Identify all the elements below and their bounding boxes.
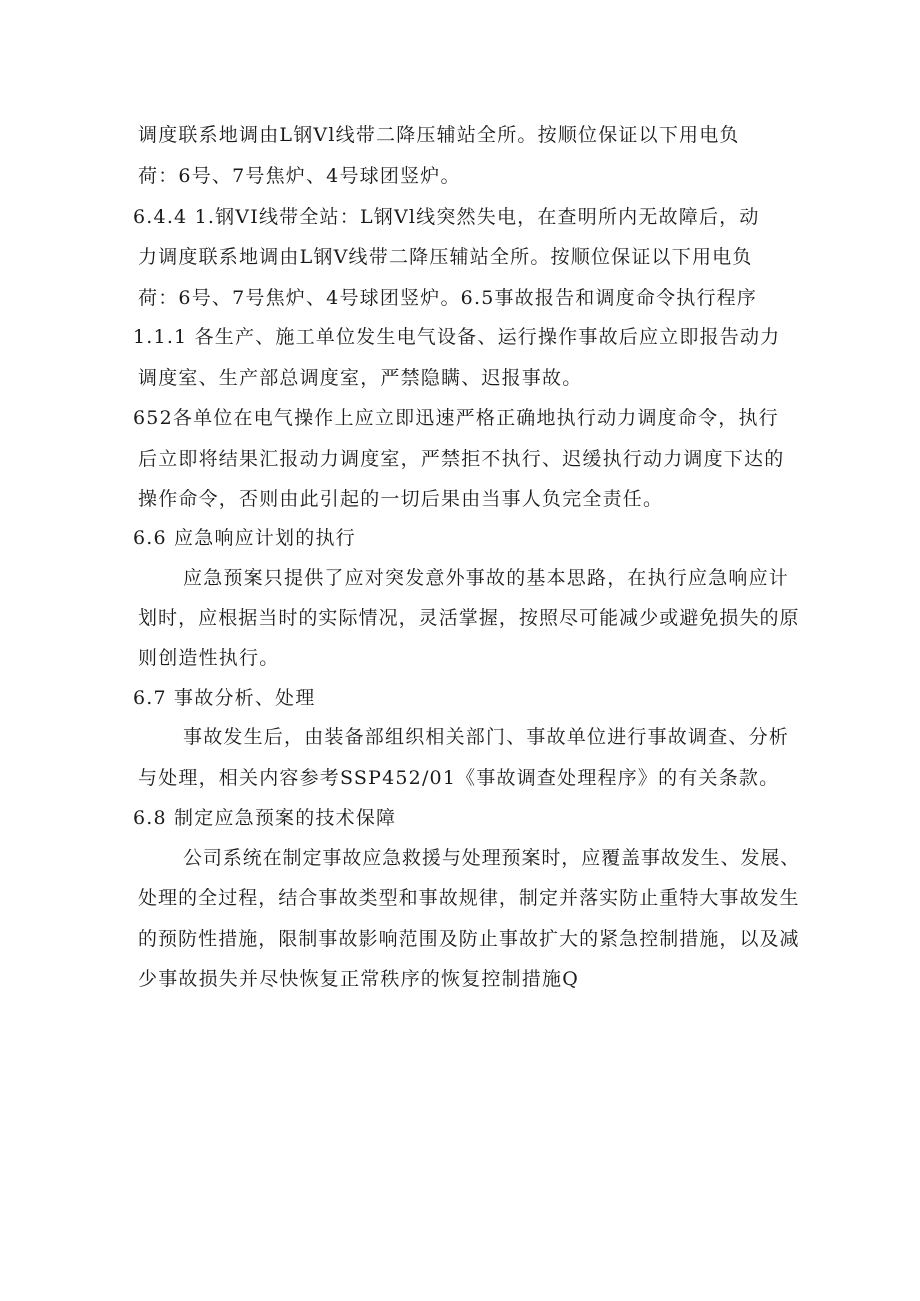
section-heading-6-7: 6.7 事故分析、处理 — [133, 687, 316, 709]
body-text-line: 操作命令，否则由此引起的一切后果由当事人负完全责任。 — [138, 488, 664, 510]
body-text-line: 调度联系地调由L钢Vl线带二降压辅站全所。按顺位保证以下用电负 — [138, 124, 740, 146]
body-text-line: 荷：6号、7号焦炉、4号球团竖炉。 — [138, 165, 461, 187]
section-heading-6-6: 6.6 应急响应计划的执行 — [133, 527, 356, 549]
section-6-4-4-line: 6.4.4 1.钢VI线带全站：L钢Vl线突然失电，在查明所内无故障后，动 — [133, 206, 760, 228]
body-text-line: 划时，应根据当时的实际情况，灵活掌握，按照尽可能减少或避免损失的原 — [138, 607, 800, 629]
paragraph-first-line: 应急预案只提供了应对突发意外事故的基本思路，在执行应急响应计 — [183, 567, 790, 589]
section-6-5-line: 荷：6号、7号焦炉、4号球团竖炉。6.5事故报告和调度命令执行程序 — [138, 287, 758, 309]
body-text-line: 少事故损失并尽快恢复正常秩序的恢复控制措施Q — [138, 968, 579, 990]
paragraph-first-line: 事故发生后，由装备部组织相关部门、事故单位进行事故调查、分析 — [183, 726, 790, 748]
body-text-line: 处理的全过程，结合事故类型和事故规律，制定并落实防止重特大事故发生 — [138, 887, 800, 909]
body-text-line: 则创造性执行。 — [138, 647, 280, 669]
body-text-line: 后立即将结果汇报动力调度室，严禁拒不执行、迟缓执行动力调度下达的 — [138, 448, 785, 470]
paragraph-first-line: 公司系统在制定事故应急救援与处理预案时，应覆盖事故发生、发展、 — [183, 847, 801, 869]
body-text-line: 力调度联系地调由L钢V线带二降压辅站全所。按顺位保证以下用电负 — [138, 246, 753, 268]
body-text-line: 调度室、生产部总调度室，严禁隐瞒、迟报事故。 — [138, 367, 583, 389]
section-1-1-1-line: 1.1.1 各生产、施工单位发生电气设备、运行操作事故后应立即报告动力 — [133, 326, 781, 348]
body-text-line: 与处理，相关内容参考SSP452/01《事故调查处理程序》的有关条款。 — [138, 767, 780, 789]
body-text-line: 的预防性措施，限制事故影响范围及防止事故扩大的紧急控制措施，以及减 — [138, 928, 800, 950]
section-heading-6-8: 6.8 制定应急预案的技术保障 — [133, 807, 397, 829]
section-652-line: 652各单位在电气操作上应立即迅速严格正确地执行动力调度命令，执行 — [133, 407, 779, 429]
